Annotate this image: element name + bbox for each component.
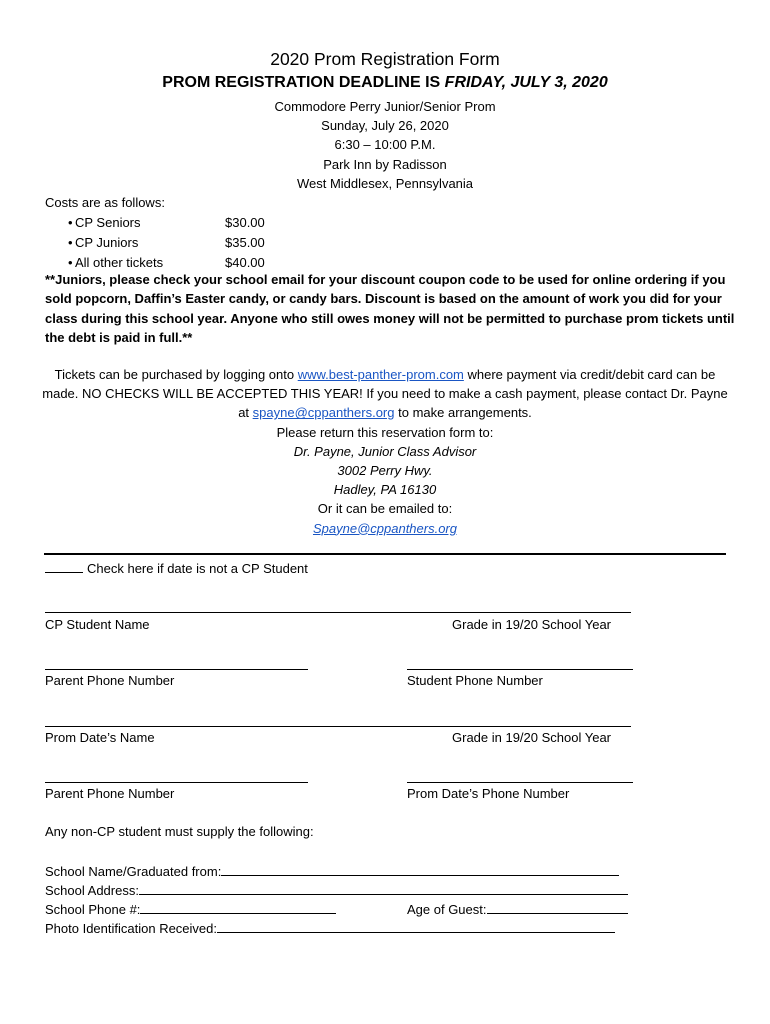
- cost-price: $40.00: [225, 254, 265, 270]
- age-row: [407, 900, 628, 917]
- non-cp-heading: Any non-CP student must supply the following:: [45, 824, 314, 839]
- parent-phone-label: Parent Phone Number: [45, 673, 175, 688]
- event-time: 6:30 – 10:00 P.M.: [334, 137, 436, 153]
- bullet-icon: •: [68, 254, 73, 270]
- deadline-prefix: PROM REGISTRATION DEADLINE IS: [162, 74, 445, 91]
- form-title: 2020 Prom Registration Form: [270, 49, 500, 69]
- school-name-label: School Name/Graduated from:: [45, 864, 222, 879]
- deadline-date: FRIDAY, JULY 3, 2020: [444, 74, 608, 91]
- parent-phone-field[interactable]: [45, 669, 308, 670]
- photo-id-row: [45, 919, 615, 936]
- deadline-heading: [0, 74, 770, 92]
- date-name-field[interactable]: [45, 726, 631, 727]
- advisor-street: 3002 Perry Hwy.: [337, 463, 433, 479]
- return-instructions: Please return this reservation form to:: [276, 424, 494, 440]
- bullet-icon: •: [68, 234, 73, 250]
- costs-heading: Costs are as follows:: [45, 195, 165, 210]
- costs-section: [45, 193, 735, 273]
- date-name-label: Prom Date’s Name: [45, 730, 155, 745]
- purchase-text: Tickets can be purchased by logging onto: [54, 367, 298, 382]
- school-address-row: [45, 881, 628, 898]
- date-parent-phone-label: Parent Phone Number: [45, 786, 175, 801]
- event-details: [0, 97, 770, 193]
- event-venue: Park Inn by Radisson: [323, 156, 447, 172]
- purchase-text: where payment via credit/debit card can be made. NO CHECKS WILL BE ACCEPTED THIS YEAR! If you need to make a cash payment, please contact Dr. Payne at: [42, 367, 728, 421]
- junior-discount-note: **Juniors, please check your school email for your discount coupon code to be used for online ordering if you sold popcorn, Daffin’s Easter candy, or candy bars. Discount is based on the amount of work you did for your class during this school year. Anyone who still owes money will not be permitted to purchase prom tickets until the debt is paid in full.**: [45, 272, 735, 346]
- school-phone-label: School Phone #:: [45, 902, 141, 917]
- school-phone-field[interactable]: [140, 900, 336, 914]
- cost-name: CP Seniors: [75, 214, 141, 230]
- email-option: Or it can be emailed to:: [317, 501, 453, 517]
- advisor-city: Hadley, PA 16130: [333, 482, 437, 498]
- section-divider: [44, 553, 726, 555]
- age-field[interactable]: [487, 900, 628, 914]
- cost-list: [45, 213, 735, 273]
- check-label: Check here if date is not a CP Student: [87, 561, 308, 576]
- purchase-instructions: [40, 365, 730, 538]
- student-phone-field[interactable]: [407, 669, 633, 670]
- student-name-field[interactable]: [45, 612, 631, 613]
- purchase-paragraph: [40, 365, 730, 423]
- date-phone-label: Prom Date’s Phone Number: [407, 786, 570, 801]
- prom-website-link[interactable]: www.best-panther-prom.com: [297, 367, 464, 382]
- list-item: [45, 233, 735, 253]
- bullet-icon: •: [68, 214, 73, 230]
- event-location: West Middlesex, Pennsylvania: [296, 175, 474, 191]
- school-address-label: School Address:: [45, 883, 139, 898]
- event-name: Commodore Perry Junior/Senior Prom: [274, 99, 496, 114]
- event-date: Sunday, July 26, 2020: [321, 118, 449, 134]
- photo-id-field[interactable]: [217, 919, 615, 933]
- school-phone-row: [45, 900, 336, 917]
- cost-price: $35.00: [225, 234, 265, 250]
- date-parent-phone-field[interactable]: [45, 782, 308, 783]
- cost-price: $30.00: [225, 214, 265, 230]
- student-grade-label: Grade in 19/20 School Year: [452, 617, 612, 632]
- advisor-email-link[interactable]: Spayne@cppanthers.org: [312, 520, 457, 536]
- photo-id-label: Photo Identification Received:: [45, 921, 217, 936]
- list-item: [45, 213, 735, 233]
- contact-email-link[interactable]: spayne@cppanthers.org: [252, 405, 395, 421]
- student-name-label: CP Student Name: [45, 617, 150, 632]
- check-blank[interactable]: [45, 560, 83, 573]
- school-name-row: [45, 862, 619, 879]
- advisor-name: Dr. Payne, Junior Class Advisor: [293, 443, 477, 459]
- date-phone-field[interactable]: [407, 782, 633, 783]
- school-address-field[interactable]: [139, 881, 628, 895]
- cost-name: All other tickets: [75, 254, 164, 270]
- school-name-field[interactable]: [221, 862, 619, 876]
- cost-name: CP Juniors: [75, 234, 139, 250]
- age-label: Age of Guest:: [407, 902, 487, 917]
- student-phone-label: Student Phone Number: [407, 673, 543, 688]
- non-cp-date-check: [45, 560, 308, 576]
- purchase-text: to make arrangements.: [394, 405, 532, 421]
- date-grade-label: Grade in 19/20 School Year: [452, 730, 612, 745]
